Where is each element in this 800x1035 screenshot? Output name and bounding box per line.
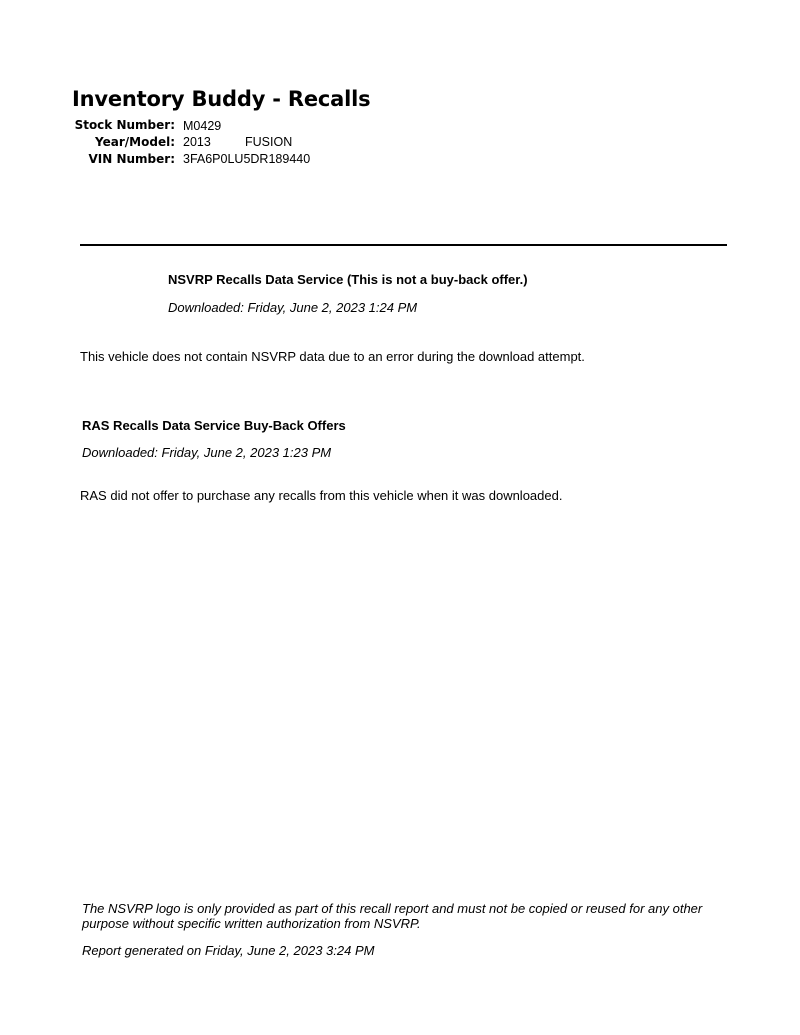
year-value: 2013 bbox=[183, 135, 211, 149]
year-model-label: Year/Model: bbox=[95, 135, 175, 149]
ras-message: RAS did not offer to purchase any recalls from this vehicle when it was downloaded. bbox=[80, 488, 563, 503]
stock-number-label: Stock Number: bbox=[74, 118, 175, 132]
nsvrp-downloaded: Downloaded: Friday, June 2, 2023 1:24 PM bbox=[168, 300, 418, 315]
ras-downloaded: Downloaded: Friday, June 2, 2023 1:23 PM bbox=[82, 445, 332, 460]
vin-number-value: 3FA6P0LU5DR189440 bbox=[183, 152, 311, 166]
section-divider bbox=[80, 244, 727, 246]
vin-number-label: VIN Number: bbox=[88, 152, 175, 166]
report-title: Inventory Buddy - Recalls bbox=[72, 87, 371, 111]
model-value: FUSION bbox=[245, 135, 293, 149]
nsvrp-heading: NSVRP Recalls Data Service (This is not a buy-back offer.) bbox=[168, 272, 528, 287]
stock-number-value: M0429 bbox=[183, 119, 222, 133]
ras-heading: RAS Recalls Data Service Buy-Back Offers bbox=[82, 418, 346, 433]
logo-disclaimer: The NSVRP logo is only provided as part of this recall report and must not be copied or reused for any other purpose without specific written authorization from NSVRP. bbox=[82, 901, 703, 931]
report-generated: Report generated on Friday, June 2, 2023 3:24 PM bbox=[82, 943, 375, 958]
nsvrp-message: This vehicle does not contain NSVRP data due to an error during the download attempt. bbox=[80, 349, 585, 364]
